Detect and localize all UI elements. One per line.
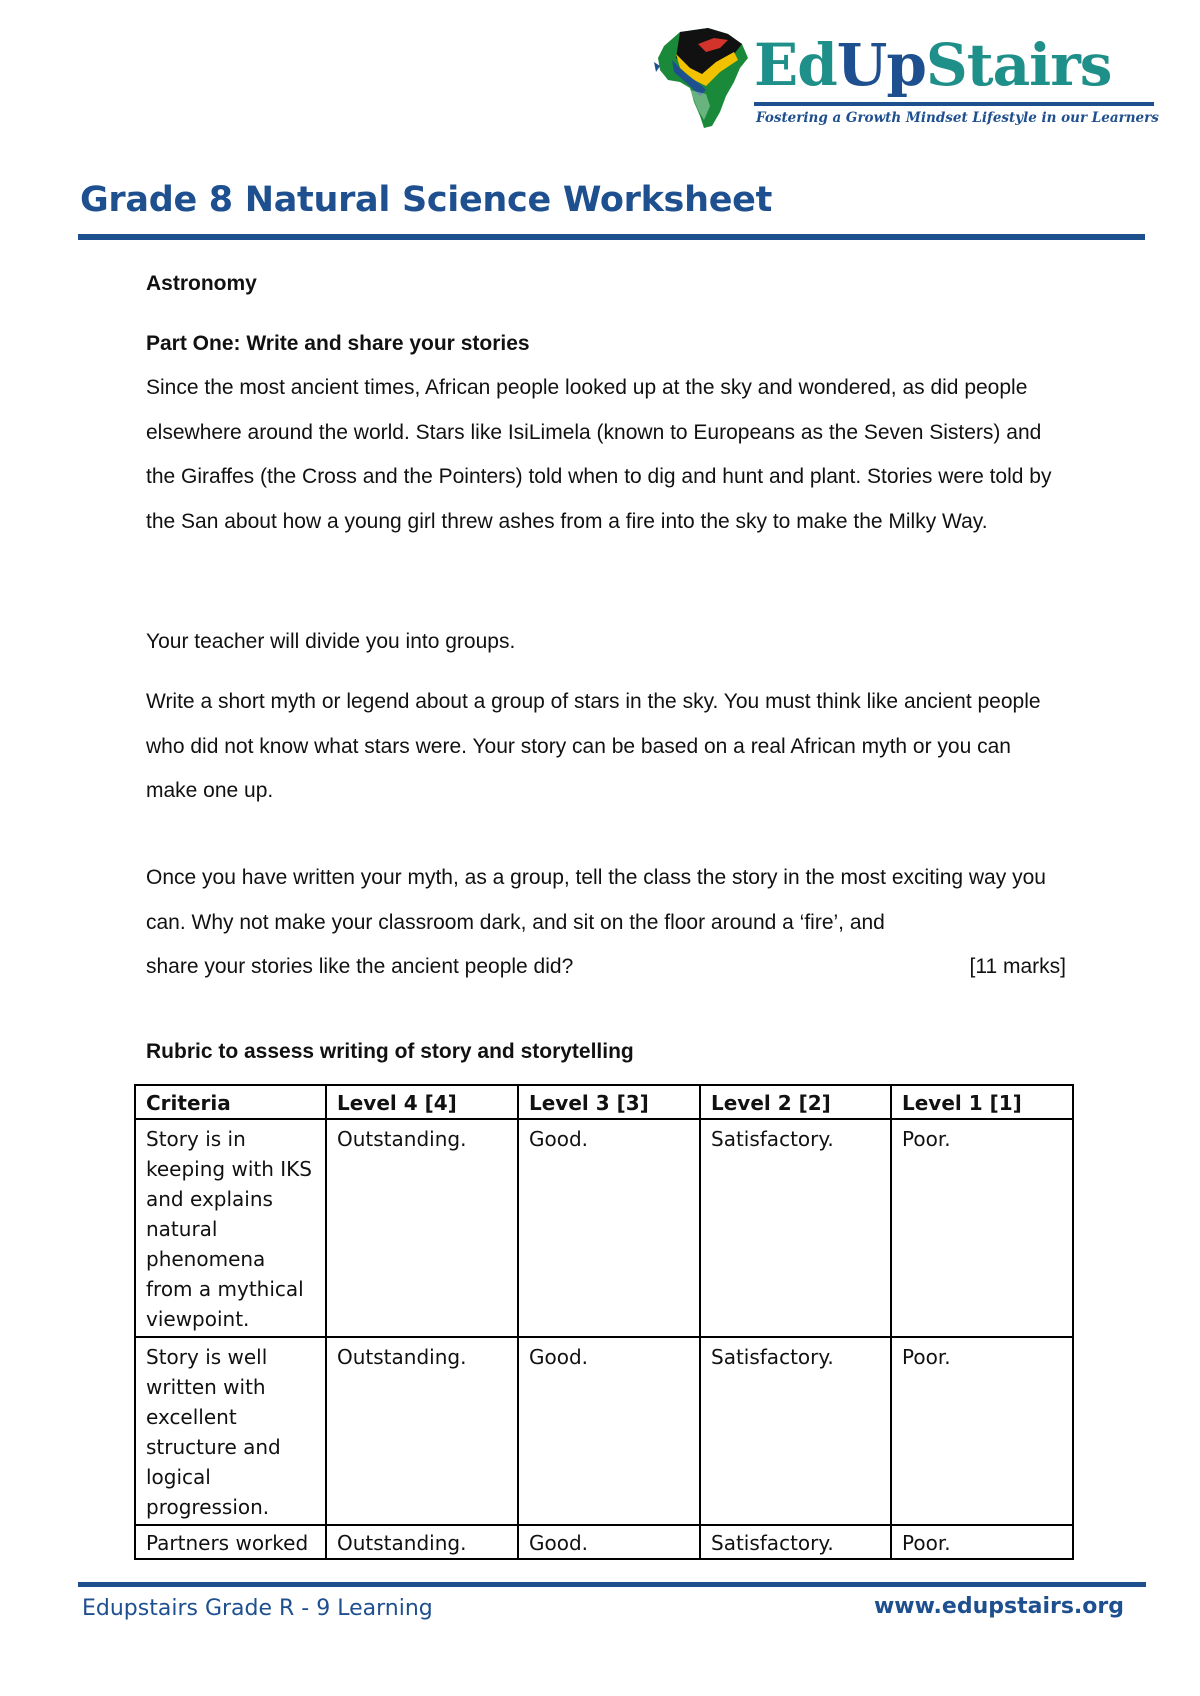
- edupstairs-logo: [650, 24, 1160, 134]
- rubric-col-level3: Level 3 [3]: [518, 1085, 700, 1119]
- level4-cell: Outstanding.: [326, 1525, 518, 1559]
- table-row: [135, 1525, 1073, 1559]
- logo-tagline: Fostering a Growth Mindset Lifestyle in our Learners: [756, 110, 1159, 126]
- level2-cell: Satisfactory.: [700, 1525, 891, 1559]
- criteria-cell: Story is well written with excellent structure and logical progression.: [135, 1337, 326, 1525]
- share-paragraph: [146, 856, 1066, 990]
- footer-divider: [78, 1582, 1146, 1587]
- share-last-line: [146, 945, 1066, 990]
- criteria-cell: Partners worked: [135, 1525, 326, 1559]
- level3-cell: Good.: [518, 1119, 700, 1337]
- rubric-col-level1: Level 1 [1]: [891, 1085, 1073, 1119]
- marks-label: [11 marks]: [969, 955, 1066, 978]
- share-last-line-text: share your stories like the ancient people did?: [146, 955, 574, 978]
- level4-cell: Outstanding.: [326, 1119, 518, 1337]
- footer-website-link[interactable]: www.edupstairs.org: [873, 1594, 1124, 1619]
- level1-cell: Poor.: [891, 1337, 1073, 1525]
- logo-wordmark: EdUpStairs: [754, 31, 1112, 99]
- level3-cell: Good.: [518, 1337, 700, 1525]
- rubric-col-level4: Level 4 [4]: [326, 1085, 518, 1119]
- rubric-col-criteria: Criteria: [135, 1085, 326, 1119]
- rubric-table: [134, 1084, 1074, 1560]
- level1-cell: Poor.: [891, 1119, 1073, 1337]
- level2-cell: Satisfactory.: [700, 1337, 891, 1525]
- title-divider: [78, 234, 1145, 240]
- rubric-heading: Rubric to assess writing of story and storytelling: [146, 1040, 634, 1063]
- level3-cell: Good.: [518, 1525, 700, 1559]
- table-row: [135, 1337, 1073, 1525]
- groups-sentence: Your teacher will divide you into groups.: [146, 630, 516, 653]
- task-paragraph: Write a short myth or legend about a group of stars in the sky. You must think like ancient people who did not know what stars were. Your story can be based on a real African myth or you can make one up.: [146, 690, 1041, 802]
- logo-underline: [754, 102, 1154, 106]
- intro-paragraph: Since the most ancient times, African people looked up at the sky and wondered, as did people elsewhere around the world. Stars like IsiLimela (known to Europeans as the Seven Sisters) and the Giraffes (the Cross and the Pointers) told when to dig and hunt and plant. Stories were told by the San about how a young girl threw ashes from a fire into the sky to make the Milky Way.: [146, 376, 1052, 533]
- share-paragraph-text: Once you have written your myth, as a group, tell the class the story in the most exciting way you can. Why not make your classroom dark, and sit on the floor around a ‘fire’, and: [146, 866, 1046, 934]
- rubric-header-row: [135, 1085, 1073, 1119]
- level2-cell: Satisfactory.: [700, 1119, 891, 1337]
- table-row: [135, 1119, 1073, 1337]
- rubric-col-level2: Level 2 [2]: [700, 1085, 891, 1119]
- level4-cell: Outstanding.: [326, 1337, 518, 1525]
- africa-map-icon: [650, 24, 760, 134]
- page-title: Grade 8 Natural Science Worksheet: [80, 180, 773, 220]
- topic-heading: Astronomy: [146, 272, 257, 295]
- footer-series-label: Edupstairs Grade R - 9 Learning: [82, 1596, 433, 1621]
- level1-cell: Poor.: [891, 1525, 1073, 1559]
- criteria-cell: Story is in keeping with IKS and explains natural phenomena from a mythical viewpoint.: [135, 1119, 326, 1337]
- part-heading: Part One: Write and share your stories: [146, 332, 530, 355]
